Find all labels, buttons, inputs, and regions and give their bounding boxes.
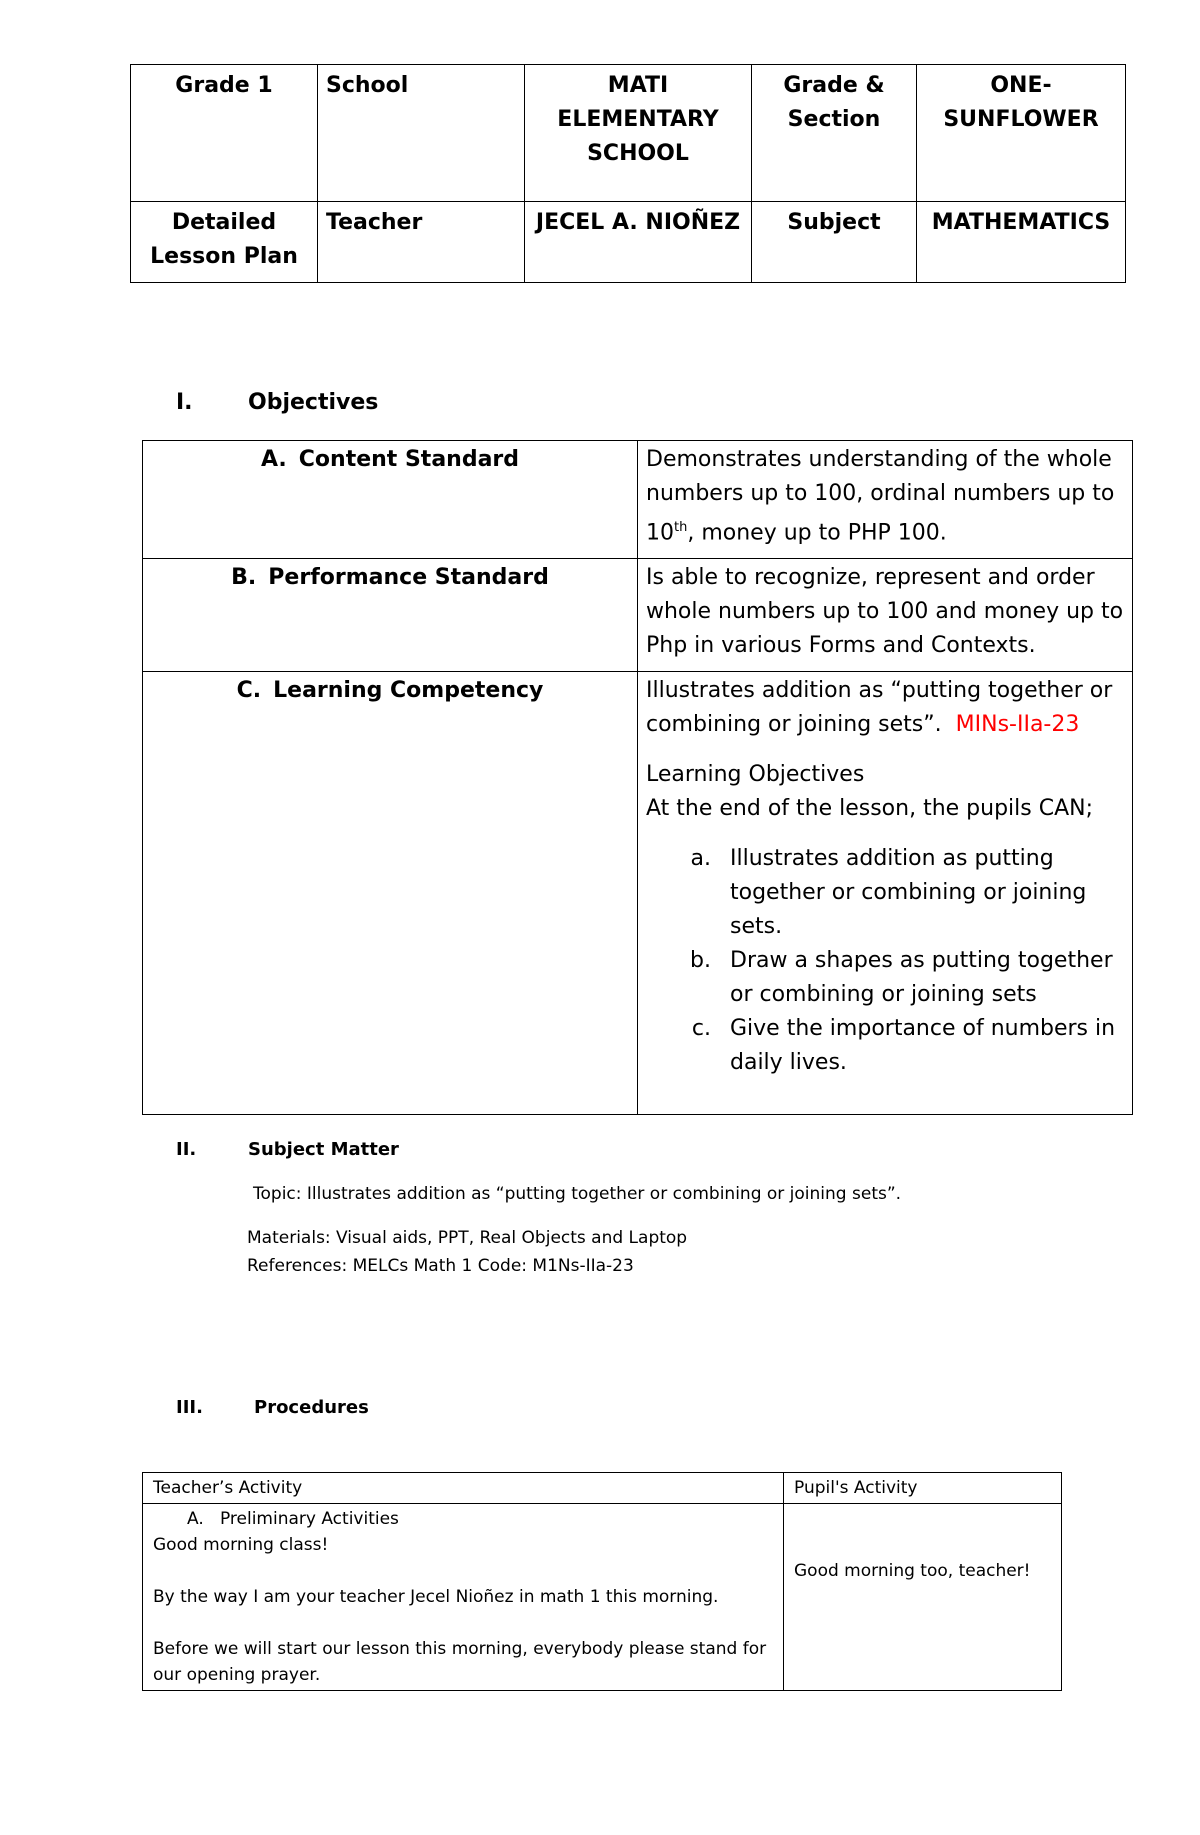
header-row-1 (131, 65, 1126, 202)
performance-standard-text: Is able to recognize, represent and order whole numbers up to 100 and money up to Php in various Forms and Contexts. (646, 565, 1124, 659)
plan-label-line: Lesson Plan (150, 244, 298, 269)
objectives-num: I. (176, 390, 193, 415)
preliminary-activities-row (143, 1504, 1062, 1691)
learning-competency-letter: C. (236, 678, 262, 704)
school-label: School (326, 73, 409, 98)
subject-value: MATHEMATICS (931, 210, 1111, 235)
learning-competency-text-cell (638, 672, 1133, 1115)
subject-matter-title: Subject Matter (248, 1139, 399, 1160)
learning-objective-item: c. Give the importance of numbers in daily lives. (718, 1012, 1124, 1080)
school-name-line: ELEMENTARY (557, 107, 719, 132)
header-table (130, 64, 1126, 283)
grade-section-value-line: SUNFLOWER (943, 107, 1099, 132)
procedures-header-row (143, 1473, 1062, 1504)
learning-objectives-title: Learning Objectives (646, 762, 865, 788)
header-row-2 (131, 202, 1126, 283)
learning-competency-text (646, 674, 1124, 742)
learning-objectives-intro: At the end of the lesson, the pupils CAN; (646, 796, 1094, 822)
teacher-activity-header: Teacher’s Activity (143, 1473, 784, 1504)
plan-label-cell (131, 202, 318, 283)
competency-code: MINs-IIa-23 (955, 712, 1080, 738)
subject-value-cell (917, 202, 1126, 283)
preliminary-activities-title (153, 1506, 773, 1532)
grade-cell (131, 65, 318, 202)
content-standard-letter: A. (260, 447, 287, 472)
procedures-heading (176, 1394, 369, 1422)
school-name-line: MATI (607, 73, 669, 98)
objectives-heading (176, 390, 379, 415)
school-name-line: SCHOOL (587, 141, 689, 166)
procedures-num: III. (176, 1397, 203, 1418)
materials-text: Materials: Visual aids, PPT, Real Objects and Laptop (247, 1228, 688, 1248)
performance-standard-letter: B. (231, 565, 257, 591)
teacher-line: Good morning class! (153, 1535, 329, 1555)
grade-section-value-cell (917, 65, 1126, 202)
objectives-table (142, 440, 1133, 1115)
content-standard-label-cell (143, 441, 638, 559)
learning-competency-label: Learning Competency (273, 678, 544, 704)
teacher-name: JECEL A. NIOÑEZ (535, 210, 741, 235)
learning-objective-item: b. Draw a shapes as putting together or combining or joining sets (718, 944, 1124, 1012)
grade-section-label-line: Grade & (783, 73, 885, 98)
subject-label: Subject (787, 210, 881, 235)
pupil-activity-cell (784, 1504, 1062, 1691)
objectives-title: Objectives (248, 390, 379, 415)
grade-section-label-line: Section (787, 107, 881, 132)
teacher-activity-cell (143, 1504, 784, 1691)
school-name-cell (525, 65, 752, 202)
pupil-activity-header: Pupil's Activity (784, 1473, 1062, 1504)
preliminary-letter: A. (187, 1509, 204, 1529)
teacher-name-cell (525, 202, 752, 283)
procedures-title: Procedures (254, 1397, 369, 1418)
teacher-label: Teacher (326, 210, 423, 235)
learning-objective-item: a. Illustrates addition as putting together or combining or joining sets. (718, 842, 1124, 944)
teacher-line: By the way I am your teacher Jecel Nioñez in math 1 this morning. (153, 1587, 719, 1607)
performance-standard-label: Performance Standard (268, 565, 549, 591)
grade-section-label-cell (752, 65, 917, 202)
topic-text: Topic: Illustrates addition as “putting together or combining or joining sets”. (253, 1184, 902, 1204)
performance-standard-row (143, 559, 1133, 672)
subject-label-cell (752, 202, 917, 283)
preliminary-title: Preliminary Activities (219, 1509, 399, 1529)
grade-label: Grade 1 (175, 73, 273, 98)
pupil-response: Good morning too, teacher! (794, 1561, 1031, 1581)
performance-standard-label-cell (143, 559, 638, 672)
subject-matter-num: II. (176, 1139, 197, 1160)
content-standard-row (143, 441, 1133, 559)
school-label-cell (318, 65, 525, 202)
content-standard-sup: th (674, 520, 688, 535)
subject-matter-heading (176, 1136, 399, 1164)
grade-section-value-line: ONE- (990, 73, 1052, 98)
teacher-label-cell (318, 202, 525, 283)
content-standard-text-cell (638, 441, 1133, 559)
references-text: References: MELCs Math 1 Code: M1Ns-IIa-23 (247, 1256, 634, 1276)
learning-competency-statement: Illustrates addition as “putting together or combining or joining sets”. (646, 678, 1113, 738)
plan-label-line: Detailed (171, 210, 277, 235)
performance-standard-text-cell (638, 559, 1133, 672)
learning-objectives-list (646, 842, 1124, 1080)
procedures-table (142, 1472, 1062, 1691)
learning-competency-row (143, 672, 1133, 1115)
learning-competency-label-cell (143, 672, 638, 1115)
content-standard-label: Content Standard (298, 447, 520, 472)
teacher-line: Before we will start our lesson this morning, everybody please stand for our opening prayer. (153, 1639, 767, 1685)
content-standard-text: Demonstrates understanding of the whole numbers up to 100, ordinal numbers up to 10 (646, 447, 1115, 546)
content-standard-text-end: , money up to PHP 100. (687, 520, 947, 546)
